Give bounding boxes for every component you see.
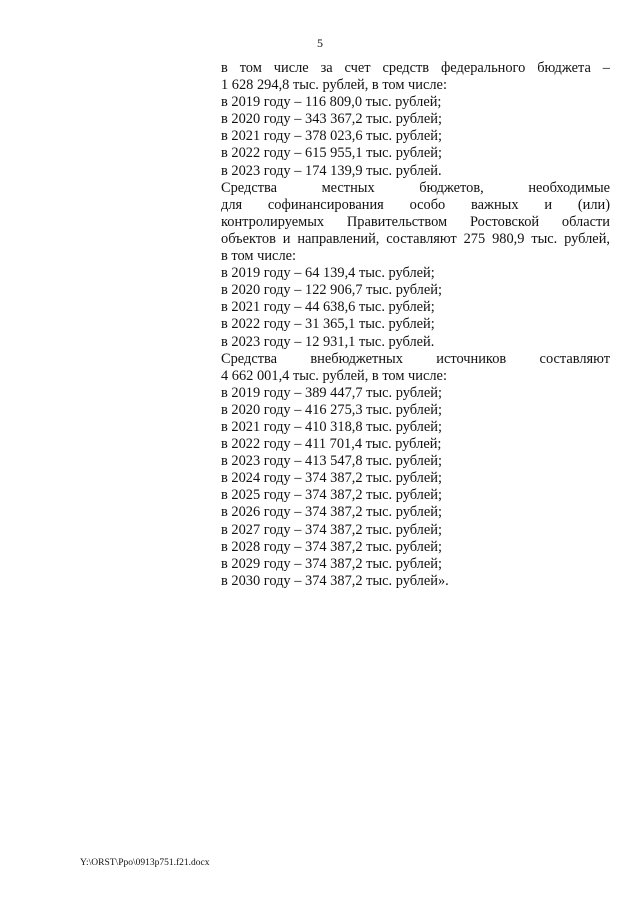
federal-year-line: в 2019 году – 116 809,0 тыс. рублей; xyxy=(221,94,442,111)
page-number: 5 xyxy=(317,36,323,50)
extrabudget-year-line: в 2022 году – 411 701,4 тыс. рублей; xyxy=(221,436,442,453)
local-intro-line: Средства местных бюджетов, необходимые xyxy=(221,179,610,196)
federal-year-line: в 2021 году – 378 023,6 тыс. рублей; xyxy=(221,128,442,145)
extrabudget-intro-line: 4 662 001,4 тыс. рублей, в том числе: xyxy=(221,367,447,384)
federal-year-line: в 2023 году – 174 139,9 тыс. рублей. xyxy=(221,162,442,179)
file-path-footer: Y:\ORST\Ppo\0913p751.f21.docx xyxy=(80,858,210,868)
federal-year-line: в 2022 году – 615 955,1 тыс. рублей; xyxy=(221,145,442,162)
local-year-line: в 2020 году – 122 906,7 тыс. рублей; xyxy=(221,282,442,299)
local-intro-line: для софинансирования особо важных и (или) xyxy=(221,196,610,213)
local-year-line: в 2019 году – 64 139,4 тыс. рублей; xyxy=(221,265,435,282)
extrabudget-year-line: в 2030 году – 374 387,2 тыс. рублей». xyxy=(221,572,449,589)
local-intro-line: контролируемых Правительством Ростовской области xyxy=(221,213,610,230)
extrabudget-year-line: в 2029 году – 374 387,2 тыс. рублей; xyxy=(221,555,442,572)
local-year-line: в 2021 году – 44 638,6 тыс. рублей; xyxy=(221,299,435,316)
federal-intro-line: 1 628 294,8 тыс. рублей, в том числе: xyxy=(221,77,447,94)
extrabudget-year-line: в 2024 году – 374 387,2 тыс. рублей; xyxy=(221,470,442,487)
local-intro-line: в том числе: xyxy=(221,248,297,265)
extrabudget-year-line: в 2019 году – 389 447,7 тыс. рублей; xyxy=(221,384,442,401)
extrabudget-year-line: в 2023 году – 413 547,8 тыс. рублей; xyxy=(221,453,442,470)
document-body xyxy=(221,60,610,590)
local-year-line: в 2022 году – 31 365,1 тыс. рублей; xyxy=(221,316,435,333)
extrabudget-year-line: в 2025 году – 374 387,2 тыс. рублей; xyxy=(221,487,442,504)
extrabudget-year-line: в 2021 году – 410 318,8 тыс. рублей; xyxy=(221,418,442,435)
extrabudget-section xyxy=(221,351,610,590)
extrabudget-year-line: в 2027 году – 374 387,2 тыс. рублей; xyxy=(221,521,442,538)
local-budget-section xyxy=(221,180,610,351)
federal-budget-section xyxy=(221,60,610,180)
extrabudget-year-line: в 2028 году – 374 387,2 тыс. рублей; xyxy=(221,538,442,555)
extrabudget-intro-line: Средства внебюджетных источников составляют xyxy=(221,350,610,367)
local-year-line: в 2023 году – 12 931,1 тыс. рублей. xyxy=(221,333,435,350)
local-intro-line: объектов и направлений, составляют 275 980,9 тыс. рублей, xyxy=(221,230,610,247)
extrabudget-year-line: в 2026 году – 374 387,2 тыс. рублей; xyxy=(221,504,442,521)
federal-intro-line: в том числе за счет средств федерального бюджета – xyxy=(221,60,610,76)
extrabudget-year-line: в 2020 году – 416 275,3 тыс. рублей; xyxy=(221,401,442,418)
federal-year-line: в 2020 году – 343 367,2 тыс. рублей; xyxy=(221,111,442,128)
